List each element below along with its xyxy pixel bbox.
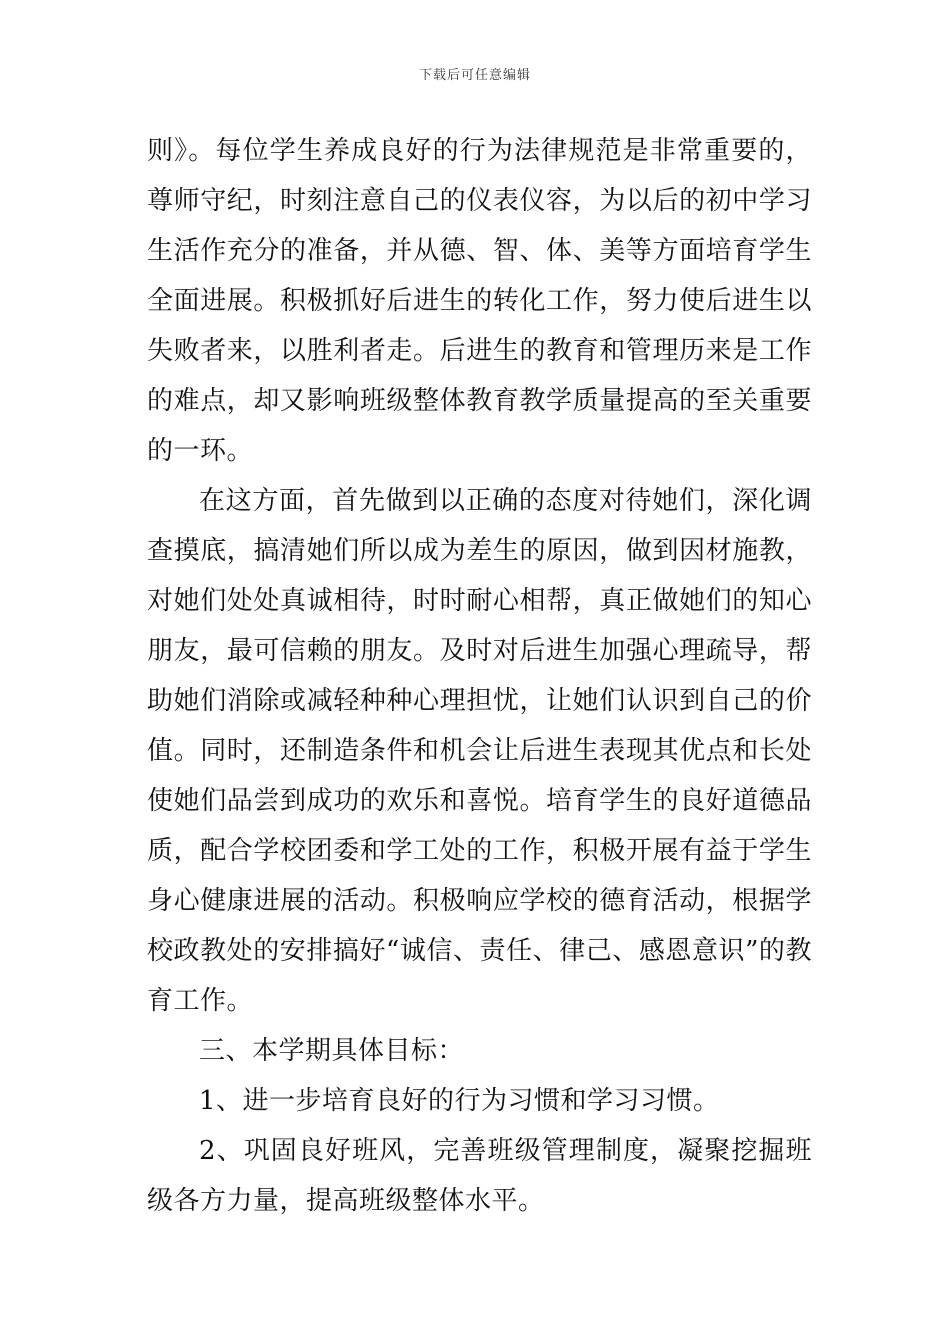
- goal-item-2: 2、巩固良好班风，完善班级管理制度，凝聚挖掘班级各方力量，提高班级整体水平。: [147, 1136, 812, 1216]
- page-header: 下载后可任意编辑: [418, 68, 531, 83]
- section-heading-goals: 三、本学期具体目标：: [199, 1036, 465, 1066]
- paragraph-continuation: 则》。每位学生养成良好的行为法律规范是非常重要的，尊师守纪，时刻注意自己的仪表仪容，为以后的初中学习生活作充分的准备，并从德、智、体、美等方面培育学生全面进展。积极抓好后进生的转化工作，努力使后进生以失败者来，以胜利者走。后进生的教育和管理历来是工作的难点，却又影响班级整体教育教学质量提高的至关重要的一环。: [147, 136, 812, 466]
- goal-item-1: 1、进一步培育良好的行为习惯和学习习惯。: [199, 1086, 720, 1116]
- paragraph-approach: 在这方面，首先做到以正确的态度对待她们，深化调查摸底，搞清她们所以成为差生的原因，做到因材施教，对她们处处真诚相待，时时耐心相帮，真正做她们的知心朋友，最可信赖的朋友。及时对后进生加强心理疏导，帮助她们消除或减轻种种心理担忧，让她们认识到自己的价值。同时，还制造条件和机会让后进生表现其优点和长处使她们品尝到成功的欢乐和喜悦。培育学生的良好道德品质，配合学校团委和学工处的工作，积极开展有益于学生身心健康进展的活动。积极响应学校的德育活动，根据学校政教处的安排搞好“诚信、责任、律己、感恩意识”的教育工作。: [147, 486, 812, 1016]
- document-body: [147, 126, 812, 1226]
